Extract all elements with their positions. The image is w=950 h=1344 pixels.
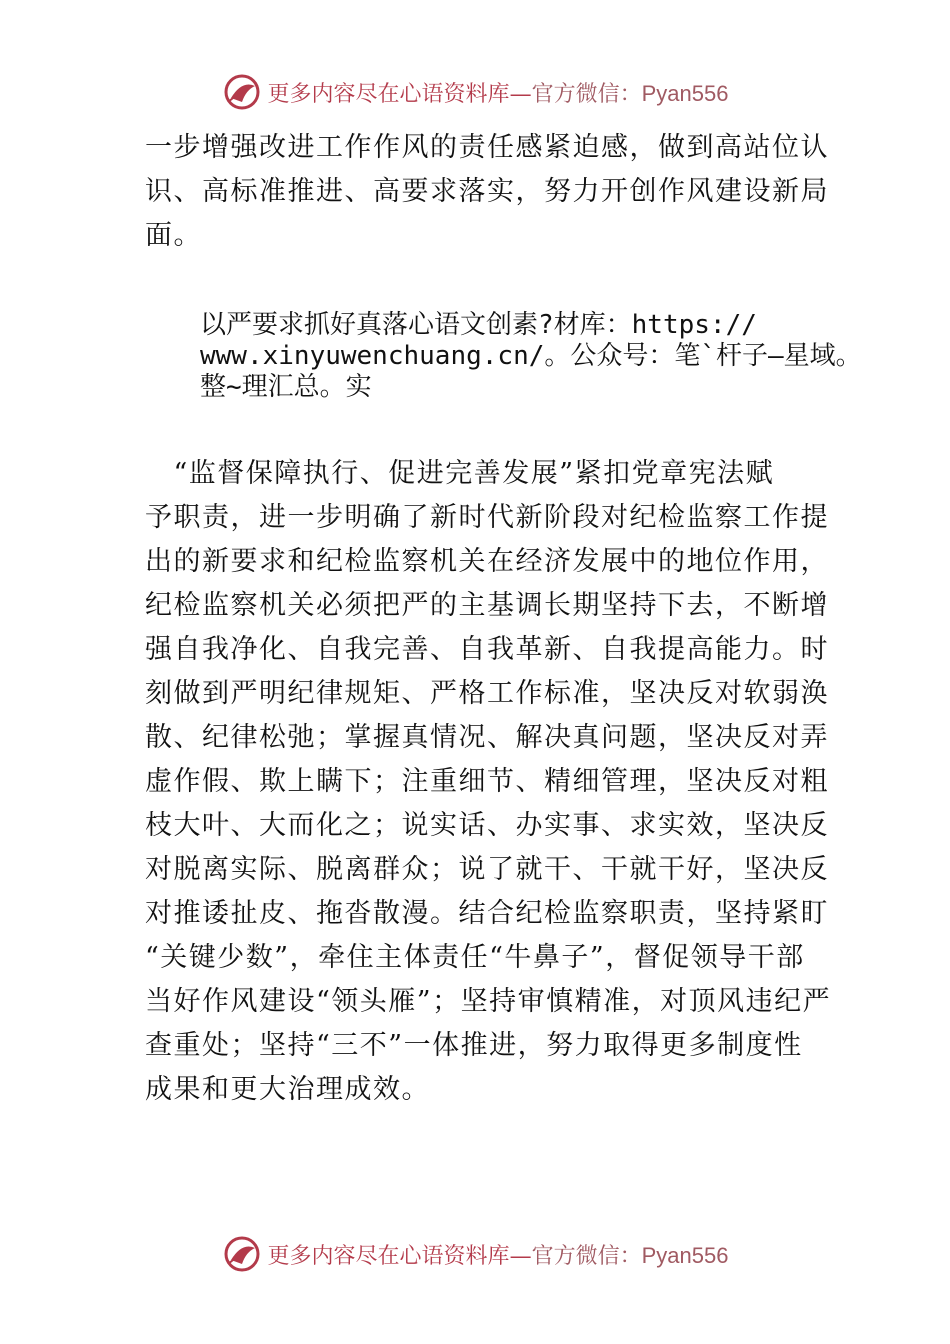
text-line: 刻做到严明纪律规矩、严格工作标准，坚决反对软弱涣 (145, 678, 829, 709)
text-line: 对脱离实际、脱离群众；说了就干、干就干好，坚决反 (145, 854, 829, 885)
source-note (200, 310, 900, 403)
text-line: “关键少数”，牵住主体责任“牛鼻子”，督促领导干部 (145, 942, 805, 973)
text-line: 对推诿扯皮、拖沓散漫。结合纪检监察职责，坚持紧盯 (145, 898, 829, 929)
note-line: 以严要求抓好真落心语文创素?材库：https:// (200, 310, 757, 340)
banner-account: Pyan556 (641, 1242, 729, 1268)
paragraph-2 (145, 452, 832, 1112)
text-line: 面。 (145, 220, 202, 251)
banner-main-text: 更多内容尽在心语资料库 (267, 81, 510, 107)
text-line: 一步增强改进工作作风的责任感紧迫感，做到高站位认 (145, 132, 829, 163)
text-line: 纪检监察机关必须把严的主基调长期坚持下去，不断增 (145, 590, 829, 621)
banner-account: Pyan556 (641, 80, 729, 106)
banner-text (268, 1239, 729, 1270)
text-line: “监督保障执行、促进完善发展”紧扣党章宪法赋 (145, 458, 775, 489)
note-line: 整~理汇总。实 (200, 372, 372, 402)
text-line: 当好作风建设“领头雁”；坚持审慎精准，对顶风违纪严 (145, 986, 832, 1017)
banner-text (268, 77, 729, 108)
text-line: 强自我净化、自我完善、自我革新、自我提高能力。时 (145, 634, 829, 665)
text-line: 散、纪律松弛；掌握真情况、解决真问题，坚决反对弄 (145, 722, 829, 753)
logo-icon (222, 72, 262, 112)
banner-main-text: 更多内容尽在心语资料库 (267, 1243, 510, 1269)
text-line: 虚作假、欺上瞒下；注重细节、精细管理，坚决反对粗 (145, 766, 829, 797)
banner-wechat-label: 官方微信： (531, 81, 642, 107)
text-line: 成果和更大治理成效。 (145, 1074, 430, 1105)
paragraph-1 (145, 126, 829, 258)
logo-icon (222, 1234, 262, 1274)
banner-separator: — (509, 1243, 532, 1269)
text-line: 识、高标准推进、高要求落实，努力开创作风建设新局 (145, 176, 829, 207)
text-line: 查重处；坚持“三不”一体推进，努力取得更多制度性 (145, 1030, 803, 1061)
text-line: 枝大叶、大而化之；说实话、办实事、求实效，坚决反 (145, 810, 829, 841)
header-banner (0, 70, 950, 114)
text-line: 予职责，进一步明确了新时代新阶段对纪检监察工作提 (145, 502, 829, 533)
note-line: www.xinyuwenchuang.cn/。公众号：笔`杆子—星域。 (200, 341, 862, 371)
text-line: 出的新要求和纪检监察机关在经济发展中的地位作用， (145, 546, 829, 577)
banner-separator: — (509, 81, 532, 107)
banner-wechat-label: 官方微信： (531, 1243, 642, 1269)
footer-banner (0, 1232, 950, 1276)
